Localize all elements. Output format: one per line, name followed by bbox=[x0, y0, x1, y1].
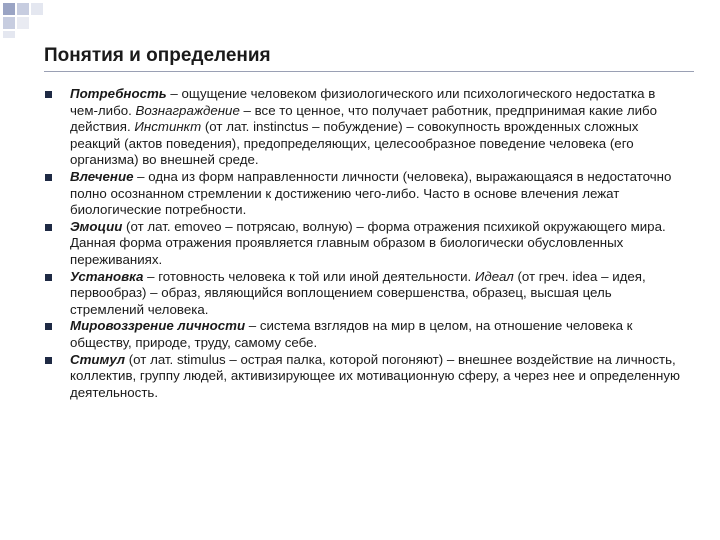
definition: (от лат. emoveo – потрясаю, волную) – форма отражения психикой окружающего мира. Данная форма отражения проявляется главным образом в биологически обусловленных переживаниях. bbox=[70, 218, 666, 267]
definition-text bbox=[70, 169, 685, 219]
square-bullet-icon bbox=[45, 174, 52, 181]
definition-text bbox=[70, 352, 685, 402]
term: Вознаграждение bbox=[135, 102, 240, 118]
definition: – ощущение человеком физиологического или психологического недостатка в чем-либо. bbox=[70, 86, 656, 118]
square-bullet-icon bbox=[45, 323, 52, 330]
list-item bbox=[45, 169, 685, 219]
definition: (от лат. instinctus – побуждение) – совокупность врожденных сложных реакций (актов поведения), предопределяющих, целесообразное поведение человека (его организма) во внешней среде. bbox=[70, 119, 639, 168]
title-divider bbox=[44, 71, 694, 72]
definition-text bbox=[70, 86, 685, 169]
term: Стимул bbox=[70, 351, 126, 367]
list-item bbox=[45, 318, 685, 351]
definition: (от греч. idea – идея, первообраз) – образ, являющийся воплощением совершенства, образец, высшая цель стремлений человека. bbox=[70, 268, 646, 317]
definitions-list bbox=[45, 86, 685, 401]
square-bullet-icon bbox=[45, 91, 52, 98]
list-item bbox=[45, 352, 685, 402]
slide-title: Понятия и определения bbox=[44, 45, 271, 66]
definition-text bbox=[70, 318, 685, 351]
square-bullet-icon bbox=[45, 224, 52, 231]
term: Эмоции bbox=[70, 218, 123, 234]
corner-squares-decoration bbox=[0, 0, 720, 40]
definition: – одна из форм направленности личности (человека), выражающаяся в недостаточно полно осознанном стремлении к достижению чего-либо. Часто в основе влечения лежат биологические потребности. bbox=[70, 168, 672, 218]
definition-text bbox=[70, 219, 685, 269]
definition: – все то ценное, что получает работник, предпринимая какие либо действия. bbox=[70, 102, 658, 135]
square-bullet-icon bbox=[45, 357, 52, 364]
term: Потребность bbox=[70, 86, 167, 101]
square-bullet-icon bbox=[45, 274, 52, 281]
term: Влечение bbox=[70, 168, 134, 184]
definition: – готовность человека к той или иной деятельности. bbox=[143, 268, 475, 284]
definition: – система взглядов на мир в целом, на отношение человека к обществу, природе, труду, самому себе. bbox=[70, 318, 633, 350]
list-item bbox=[45, 86, 685, 169]
list-item bbox=[45, 269, 685, 319]
term: Установка bbox=[70, 268, 144, 284]
term: Мировоззрение личности bbox=[70, 318, 246, 334]
list-item bbox=[45, 219, 685, 269]
term: Инстинкт bbox=[134, 119, 202, 135]
term: Идеал bbox=[474, 268, 514, 284]
definition-text bbox=[70, 269, 685, 319]
definition: (от лат. stimulus – острая палка, которой погоняют) – внешнее воздействие на личность, коллектив, группу людей, активизирующее их мотивационную сферу, а через нее и определенную деятельность. bbox=[70, 351, 680, 400]
